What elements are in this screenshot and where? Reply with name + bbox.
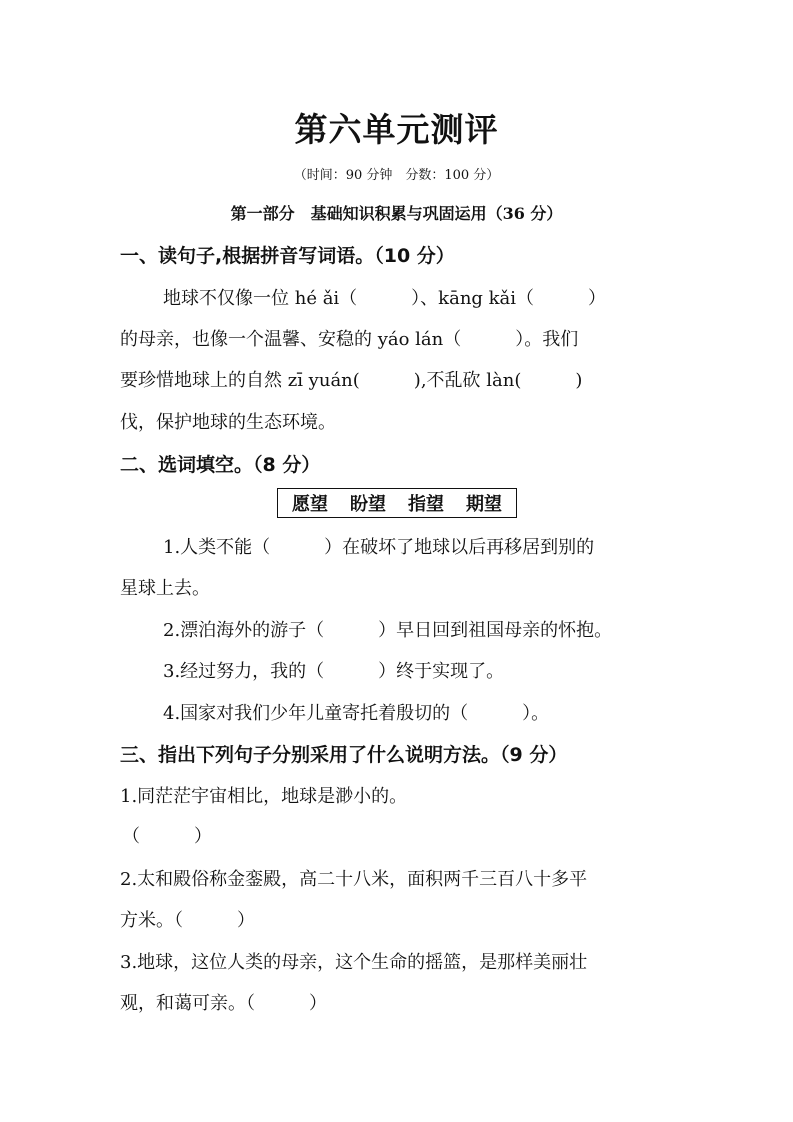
word-option: 盼望: [350, 494, 386, 515]
section1-line-1: 地球不仅像一位 hé ǎi（ ）、kāng kǎi（ ）: [163, 288, 607, 309]
section2-line-2: 星球上去。: [120, 578, 210, 599]
section1-heading: 一、读句子,根据拼音写词语。（10 分）: [120, 245, 455, 267]
word-choice-box: [277, 488, 517, 518]
section1-line-2: 的母亲，也像一个温馨、安稳的 yáo lán（ ）。我们: [120, 329, 579, 350]
section1-line-4: 伐，保护地球的生态环境。: [120, 412, 336, 433]
section1-line-3: 要珍惜地球上的自然 zī yuán( ),不乱砍 làn( ): [120, 370, 583, 391]
section2-line-1: 1.人类不能（ ）在破坏了地球以后再移居到别的: [163, 537, 595, 558]
exam-meta: （时间：90 分钟 分数：100 分）: [293, 168, 500, 183]
section2-line-4: 3.经过努力，我的（ ）终于实现了。: [163, 661, 505, 682]
section3-line-1: 1.同茫茫宇宙相比，地球是渺小的。: [120, 786, 408, 807]
part-heading: 第一部分 基础知识积累与巩固运用（36 分）: [230, 204, 563, 223]
section2-heading: 二、选词填空。（8 分）: [120, 454, 321, 476]
page-title: 第六单元测评: [294, 110, 499, 149]
section2-line-3: 2.漂泊海外的游子（ ）早日回到祖国母亲的怀抱。: [163, 620, 613, 641]
section3-line-3: 2.太和殿俗称金銮殿，高二十八米，面积两千三百八十多平: [120, 869, 588, 890]
word-option: 期望: [466, 494, 502, 515]
section3-line-5: 3.地球，这位人类的母亲，这个生命的摇篮，是那样美丽壮: [120, 952, 588, 973]
section3-line-4: 方米。（ ）: [120, 910, 255, 931]
section3-line-6: 观，和蔼可亲。（ ）: [120, 993, 327, 1014]
section2-line-5: 4.国家对我们少年儿童寄托着殷切的（ ）。: [163, 703, 550, 724]
section3-line-2: （ ）: [122, 826, 212, 847]
word-option: 指望: [408, 494, 444, 515]
section3-heading: 三、指出下列句子分别采用了什么说明方法。（9 分）: [120, 744, 568, 766]
word-option: 愿望: [292, 494, 328, 515]
